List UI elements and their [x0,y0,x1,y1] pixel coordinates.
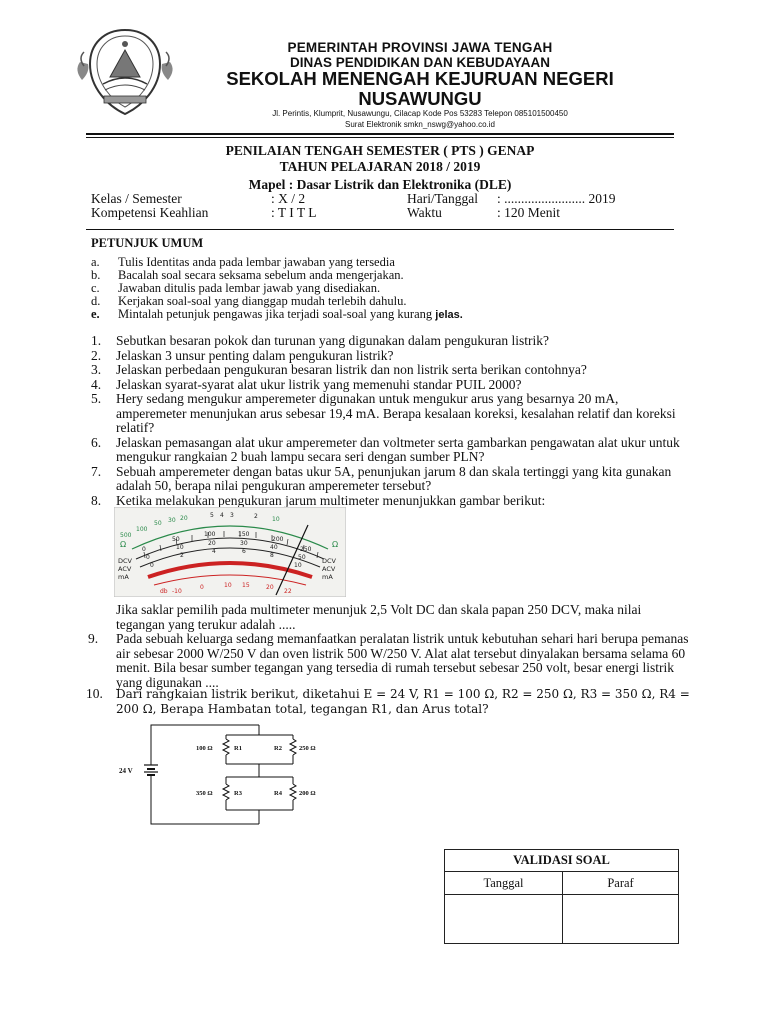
header-address: Jl. Perintis, Klumprit, Nusawungu, Cilacap Kode Pos 53283 Telepon 085101500450 [272,109,568,118]
petunjuk-text: Jawaban ditulis pada lembar jawab yang disediakan. [118,281,381,295]
scale-low-2: 2 [180,552,184,559]
r3-value-label: 350 Ω [196,790,213,797]
r2-name-label: R2 [274,745,282,752]
question-text: Dari rangkaian listrik berikut, diketahui E = 24 V, R1 = 100 Ω, R2 = 250 Ω, R3 = 350 Ω, R4 = 200 Ω, Berapa Hambatan total, tegangan R1, dan Arus total? [116,687,690,716]
validasi-table [444,849,679,944]
question-item [86,687,691,716]
scale-low-6: 6 [242,548,246,555]
right-label-acv: ACV [322,565,336,573]
waktu-value: : 120 Menit [497,205,560,220]
question-item [91,334,691,349]
scale-db-neg10: -10 [172,588,182,595]
header-email: Surat Elektronik smkn_nswg@yahoo.co.id [345,120,495,129]
scale-dc-100: 100 [204,531,216,538]
question-number: 10. [86,686,103,701]
petunjuk-text: Tulis Identitas anda pada lembar jawaban yang tersedia [118,255,395,269]
scale-dc-250: 250 [300,546,312,553]
petunjuk-marker: c. [91,281,100,295]
scale-low-4: 4 [212,548,216,555]
question-number: 6. [91,434,102,450]
petunjuk-item [91,308,463,321]
r2-value-label: 250 Ω [299,745,316,752]
kelas-value: : X / 2 [271,191,306,206]
question-text: Ketika melakukan pengukuran jarum multimeter menunjukkan gambar berikut: [116,492,546,508]
scale-mid-50: 50 [298,554,306,561]
question-number: 7. [91,463,102,479]
resistor-r2-symbol [290,739,296,755]
resistor-r4-symbol [290,784,296,800]
scale-ohm-100: 100 [136,526,148,533]
right-label-ma: mA [322,573,333,581]
petunjuk-marker: b. [91,268,101,282]
petunjuk-title: PETUNJUK UMUM [91,236,204,250]
question-number: 1. [91,333,102,348]
petunjuk-text: Mintalah petunjuk pengawas jika terjadi soal-soal yang kurang [118,307,433,321]
question-number: 4. [91,376,102,392]
scale-top-5: 5 [210,512,214,519]
petunjuk-bold-tail: jelas. [435,309,463,321]
scale-db-15: 15 [242,582,250,589]
header-province: PEMERINTAH PROVINSI JAWA TENGAH [287,40,553,55]
scale-ohm-500: 500 [120,532,132,539]
right-label-dcv: DCV [322,557,336,565]
left-label-dcv: DCV [118,557,132,565]
q10-block [86,687,691,716]
scale-low-10: 10 [294,562,302,569]
scale-db-22: 22 [284,588,292,595]
resistor-r1-symbol [223,739,229,755]
header-school-line2: NUSAWUNGU [358,88,482,109]
validasi-tanggal-cell[interactable] [445,895,563,944]
scale-mid-20: 20 [208,540,216,547]
multimeter-scale-image [114,507,346,597]
question-text: Hery sedang mengukur amperemeter digunakan untuk mengukur arus yang besarnya 20 mA, amperemeter menunjukan arus sebesar 19,4 mA. Berapa kesalaan koreksi, kesalahan relatif dan koreksi relatif? [116,391,676,435]
petunjuk-text: Kerjakan soal-soal yang dianggap mudah terlebih dahulu. [118,294,407,308]
circuit-wires [151,725,296,824]
question-number: 2. [91,347,102,363]
scale-dc-200: 200 [272,536,284,543]
scale-top-4: 4 [220,512,224,519]
question-item [91,378,691,393]
scale-db-20: 20 [266,584,274,591]
question-item [91,363,691,378]
header-agency: DINAS PENDIDIKAN DAN KEBUDAYAAN [289,55,551,70]
scale-ohm-30: 30 [168,517,176,524]
question-item [91,436,691,465]
r4-value-label: 200 Ω [299,790,316,797]
exam-subject: Mapel : Dasar Listrik dan Elektronika (DLE) [248,177,512,192]
question-text: Jelaskan pemasangan alat ukur amperemeter dan voltmeter serta gambarkan pengawatan alat ukur untuk mengukur rangkaian 2 buah lampu secara seri dengan sumber PLN? [116,434,680,464]
question-text: Pada sebuah keluarga sedang memanfaatkan peralatan listrik untuk kebutuhan sehari hari berupa pemanas air sebesar 2000 W/250 V dan oven listrik 500 W/250 V. Alat alat tersebut dinyalakan bersama selama 60 menit. Bila besar sumber tegangan yang tersedia di rumah tersebut sebesar 250 volt, besar energi listrik yang digunakan .... [116,631,689,690]
question-number: 5. [91,391,102,406]
question-number: 3. [91,362,102,377]
exam-title: PENILAIAN TENGAH SEMESTER ( PTS ) GENAP [225,143,535,158]
question-text: Sebuah amperemeter dengan batas ukur 5A, penunjukan jarum 8 dan skala tertinggi yang kita gunakan adalah 50, berapa nilai pengukuran amperemeter tersebut? [116,463,672,493]
scale-dc-0: 0 [142,546,146,553]
scale-ohm-20: 20 [180,515,188,522]
petunjuk-marker: e. [91,307,100,321]
r3-name-label: R3 [234,790,242,797]
question-item [91,465,691,494]
question-text: Sebutkan besaran pokok dan turunan yang digunakan dalam pengukuran listrik? [116,333,550,348]
petunjuk-marker: d. [91,294,101,308]
left-label-ma: mA [118,573,129,581]
r1-name-label: R1 [234,745,242,752]
info-divider [86,229,674,230]
header-divider-thick [86,133,674,135]
question-text: Jelaskan syarat-syarat alat ukur listrik yang memenuhi standar PUIL 2000? [116,376,522,392]
hari-value: : ........................ 2019 [497,191,616,206]
scale-ohm-10: 10 [272,516,280,523]
r1-value-label: 100 Ω [196,745,213,752]
scale-db-10: 10 [224,582,232,589]
scale-low-8: 8 [270,552,274,559]
source-voltage-label: 24 V [119,767,133,775]
ohm-symbol-right: Ω [332,540,339,549]
question-item [91,349,691,364]
petunjuk-marker: a. [91,255,100,269]
circuit-diagram [114,720,344,830]
kompetensi-value: : T I T L [271,205,317,220]
scale-db-0: 0 [200,584,204,591]
validasi-col-paraf: Paraf [563,872,679,895]
validasi-col-tanggal: Tanggal [445,872,563,895]
scale-mid-0: 0 [146,554,150,561]
ohm-symbol-left: Ω [120,540,127,549]
waktu-label: Waktu [407,205,442,220]
header-school-line1: SEKOLAH MENENGAH KEJURUAN NEGERI [226,68,614,89]
scale-low-0: 0 [150,562,154,569]
battery-symbol [144,765,158,775]
validasi-title: VALIDASI SOAL [445,850,679,872]
question-text: Jelaskan perbedaan pengukuran besaran listrik dan non listrik serta berikan contohnya? [116,362,587,377]
question-text: Jelaskan 3 unsur penting dalam pengukuran listrik? [116,347,394,363]
scale-ohm-50: 50 [154,520,162,527]
petunjuk-list [91,256,463,321]
scale-mid-30: 30 [240,540,248,547]
question-item [91,494,691,509]
q8-followup-block [91,603,691,632]
question-item [88,632,691,690]
validasi-paraf-cell[interactable] [563,895,679,944]
question-number: 9. [88,631,99,646]
q9-block [88,632,691,690]
kompetensi-label: Kompetensi Keahlian [91,205,209,220]
exam-year: TAHUN PELAJARAN 2018 / 2019 [279,159,481,174]
question-number: 8. [91,492,102,508]
q8-followup [91,603,691,632]
resistor-r3-symbol [223,784,229,800]
scale-top-2: 2 [254,513,258,520]
petunjuk-text: Bacalah soal secara seksama sebelum anda mengerjakan. [118,268,404,282]
hari-label: Hari/Tanggal [407,191,479,206]
scale-dc-50: 50 [172,536,180,543]
scale-top-3: 3 [230,512,234,519]
kelas-label: Kelas / Semester [91,191,182,206]
question-item [91,392,691,436]
scale-mid-10: 10 [176,544,184,551]
questions-list [91,334,691,508]
db-label: db [160,588,168,595]
r4-name-label: R4 [274,790,282,797]
q8-followup-text: Jika saklar pemilih pada multimeter menunjuk 2,5 Volt DC dan skala papan 250 DCV, maka nilai tegangan yang terukur adalah ..... [116,602,642,632]
scale-dc-150: 150 [238,531,250,538]
left-label-acv: ACV [118,565,132,573]
scale-mid-40: 40 [270,544,278,551]
header-divider-thin [86,137,674,138]
